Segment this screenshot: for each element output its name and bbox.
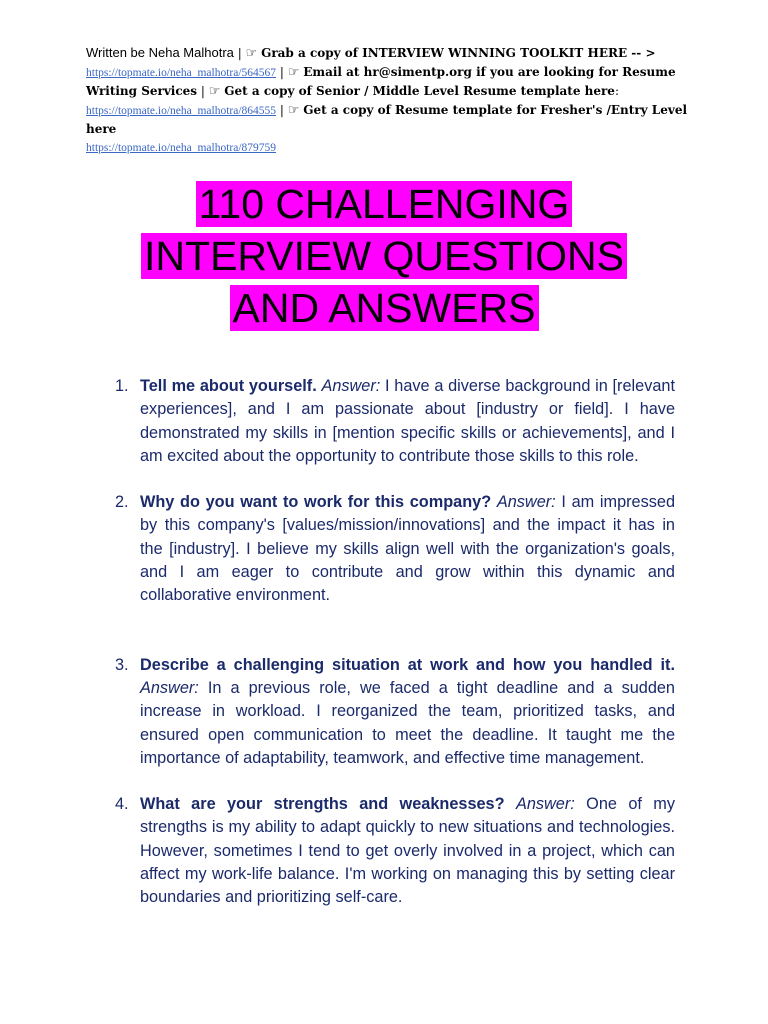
answer-label: Answer: bbox=[321, 377, 381, 395]
answer-text: I have a diverse background in [relevant experiences], and I am passionate about [industry or field]. I have demonstrated my skills in [mention specific skills or achievements], and I am excited about the opportunity to contribute those skills to this role. bbox=[140, 377, 675, 465]
question-text: What are your strengths and weaknesses? bbox=[140, 795, 505, 814]
author-credit: Written be Neha Malhotra bbox=[86, 45, 234, 60]
senior-template-label: Get a copy of Senior / Middle Level Resume template here bbox=[224, 84, 615, 98]
answer-label: Answer: bbox=[496, 493, 556, 512]
answer-label: Answer: bbox=[140, 678, 199, 697]
separator: | bbox=[237, 46, 242, 60]
list-item bbox=[105, 375, 675, 468]
title-line-1: 110 CHALLENGING bbox=[196, 181, 573, 227]
title-line-2: INTERVIEW QUESTIONS bbox=[141, 233, 627, 279]
pointing-hand-icon: ☞ bbox=[245, 46, 258, 61]
item-number: 2. bbox=[115, 493, 129, 512]
separator: | bbox=[279, 65, 284, 79]
list-item bbox=[105, 654, 675, 770]
title-line-3: AND ANSWERS bbox=[230, 285, 539, 331]
fresher-template-label: Get a copy of Resume template for Fresher's /Entry Level here bbox=[86, 103, 688, 136]
item-number: 3. bbox=[115, 655, 129, 674]
separator: | bbox=[200, 84, 205, 98]
fresher-template-link[interactable]: https://topmate.io/neha_malhotra/879759 bbox=[86, 142, 277, 154]
colon: : bbox=[614, 84, 619, 98]
question-text: Describe a challenging situation at work and how you handled it. bbox=[140, 655, 675, 674]
question-text: Tell me about yourself. bbox=[140, 377, 317, 395]
item-number: 4. bbox=[115, 795, 129, 814]
email-label: Email at hr@simentp.org if you are looking for Resume Writing Services bbox=[86, 65, 676, 98]
list-item bbox=[105, 793, 675, 909]
question-text: Why do you want to work for this company? bbox=[140, 493, 492, 512]
separator: | bbox=[279, 103, 284, 117]
answer-label: Answer: bbox=[515, 795, 575, 814]
answer-text: One of my strengths is my ability to adapt quickly to new situations and technologies. However, sometimes I tend to get overly involved in a project, which can affect my work-life balance. I'm working on managing this by setting clear boundaries and prioritizing self-care. bbox=[140, 795, 675, 907]
pointing-hand-icon: ☞ bbox=[287, 103, 300, 118]
toolkit-link[interactable]: https://topmate.io/neha_malhotra/564567 bbox=[86, 67, 277, 79]
page-title bbox=[0, 178, 768, 334]
pointing-hand-icon: ☞ bbox=[287, 65, 300, 80]
list-item bbox=[105, 491, 675, 607]
question-list bbox=[105, 375, 675, 910]
answer-text: I am impressed by this company's [values/mission/innovations] and the impact it has in the [industry]. I believe my skills align well with the organization's goals, and I am eager to contribute and grow within this dynamic and collaborative environment. bbox=[140, 493, 675, 605]
item-number: 1. bbox=[115, 377, 129, 395]
header-block bbox=[86, 44, 696, 157]
toolkit-label: Grab a copy of INTERVIEW WINNING TOOLKIT HERE -- > bbox=[261, 46, 656, 60]
answer-text: In a previous role, we faced a tight deadline and a sudden increase in workload. I reorganized the team, prioritized tasks, and ensured open communication to meet the deadline. It taught me the importance of adaptability, teamwork, and effective time management. bbox=[140, 678, 675, 767]
pointing-hand-icon: ☞ bbox=[208, 84, 221, 99]
senior-template-link[interactable]: https://topmate.io/neha_malhotra/864555 bbox=[86, 105, 277, 117]
